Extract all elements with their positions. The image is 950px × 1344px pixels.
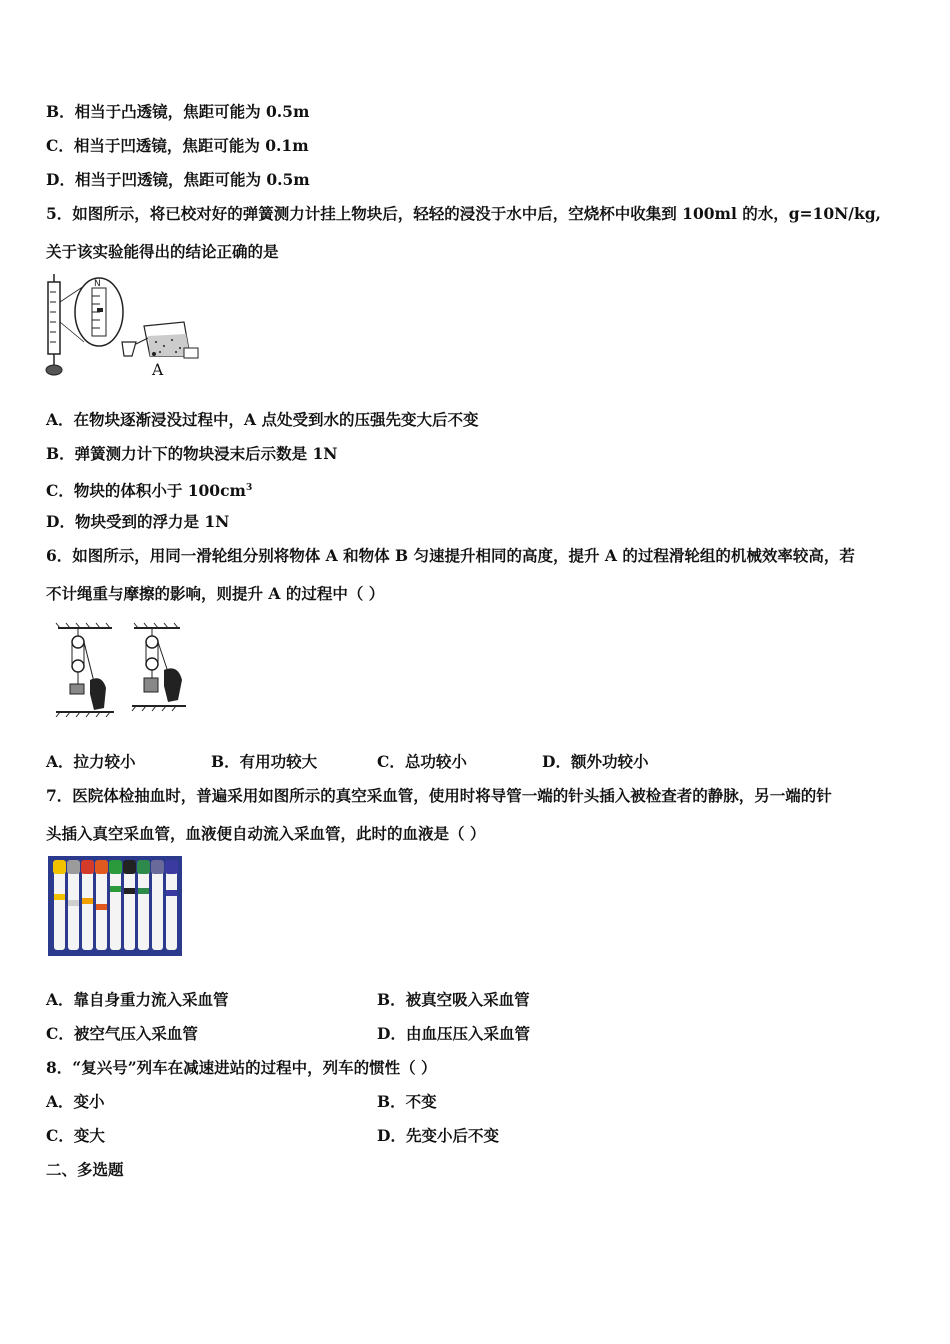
- tube: [96, 864, 107, 950]
- svg-text:N: N: [94, 279, 101, 289]
- tube-cap: [81, 860, 94, 874]
- q6-stem-line2: 不计绳重与摩擦的影响，则提升 A 的过程中（ ）: [46, 584, 385, 603]
- q7-option-b: B．被真空吸入采血管: [377, 990, 530, 1009]
- section-heading-multiple-choice: 二、多选题: [46, 1160, 124, 1179]
- tube-cap: [95, 860, 108, 874]
- q8-stem: 8．“复兴号”列车在减速进站的过程中，列车的惯性（ ）: [46, 1058, 437, 1077]
- q4-option-b: B．相当于凸透镜，焦距可能为 0.5m: [46, 102, 310, 121]
- q6-option-b: B．有用功较大: [211, 752, 318, 771]
- tube: [152, 864, 163, 950]
- tube: [124, 864, 135, 950]
- q7-option-d: D．由血压压入采血管: [377, 1024, 530, 1043]
- q7-blood-tubes-photo: [48, 856, 182, 956]
- q7-option-c: C．被空气压入采血管: [46, 1024, 198, 1043]
- q5-stem-line1: 5．如图所示，将已校对好的弹簧测力计挂上物块后，轻轻的浸没于水中后，空烧杯中收集到 100ml 的水，g=10N/kg,: [46, 204, 881, 223]
- q8-option-a: A．变小: [46, 1092, 105, 1111]
- tube-cap: [151, 860, 164, 874]
- q4-option-d: D．相当于凹透镜，焦距可能为 0.5m: [46, 170, 310, 189]
- tube-cap: [53, 860, 66, 874]
- q8-option-c: C．变大: [46, 1126, 105, 1145]
- q5-option-c-text: C．物块的体积小于 100cm: [46, 481, 246, 501]
- q5-option-c: [46, 478, 252, 501]
- q5-stem-line2: 关于该实验能得出的结论正确的是: [46, 242, 279, 261]
- q4-option-c: C．相当于凹透镜，焦距可能为 0.1m: [46, 136, 309, 155]
- tube: [138, 864, 149, 950]
- q5-option-b: B．弹簧测力计下的物块浸末后示数是 1N: [46, 444, 338, 463]
- q6-option-c: C．总功较小: [377, 752, 467, 771]
- q8-option-d: D．先变小后不变: [377, 1126, 499, 1145]
- q7-stem-line2: 头插入真空采血管，血液便自动流入采血管，此时的血液是（ ）: [46, 824, 486, 843]
- tube-cap: [67, 860, 80, 874]
- tube: [110, 864, 121, 950]
- q8-option-b: B．不变: [377, 1092, 437, 1111]
- q5-spring-scale-figure: [44, 272, 204, 380]
- q5-option-d: D．物块受到的浮力是 1N: [46, 512, 230, 531]
- tube-cap: [123, 860, 136, 874]
- tube-cap: [109, 860, 122, 874]
- tube: [68, 864, 79, 950]
- q7-stem-line1: 7．医院体检抽血时，普遍采用如图所示的真空采血管，使用时将导管一端的针头插入被检查者的静脉，另一端的针: [46, 786, 832, 805]
- tube: [166, 864, 177, 950]
- tube: [54, 864, 65, 950]
- q6-pulley-figure: [50, 622, 190, 722]
- q6-option-d: D．额外功较小: [542, 752, 649, 771]
- tube-cap: [165, 860, 178, 874]
- q5-option-a: A．在物块逐渐浸没过程中，A 点处受到水的压强先变大后不变: [46, 410, 479, 429]
- q5-option-c-superscript: 3: [245, 483, 253, 493]
- q7-option-a: A．靠自身重力流入采血管: [46, 990, 229, 1009]
- q6-stem-line1: 6．如图所示，用同一滑轮组分别将物体 A 和物体 B 匀速提升相同的高度，提升 A 的过程滑轮组的机械效率较高，若: [46, 546, 855, 565]
- tube: [82, 864, 93, 950]
- tube-cap: [137, 860, 150, 874]
- q6-option-a: A．拉力较小: [46, 752, 136, 771]
- q5-figure-point-label: A: [152, 361, 164, 379]
